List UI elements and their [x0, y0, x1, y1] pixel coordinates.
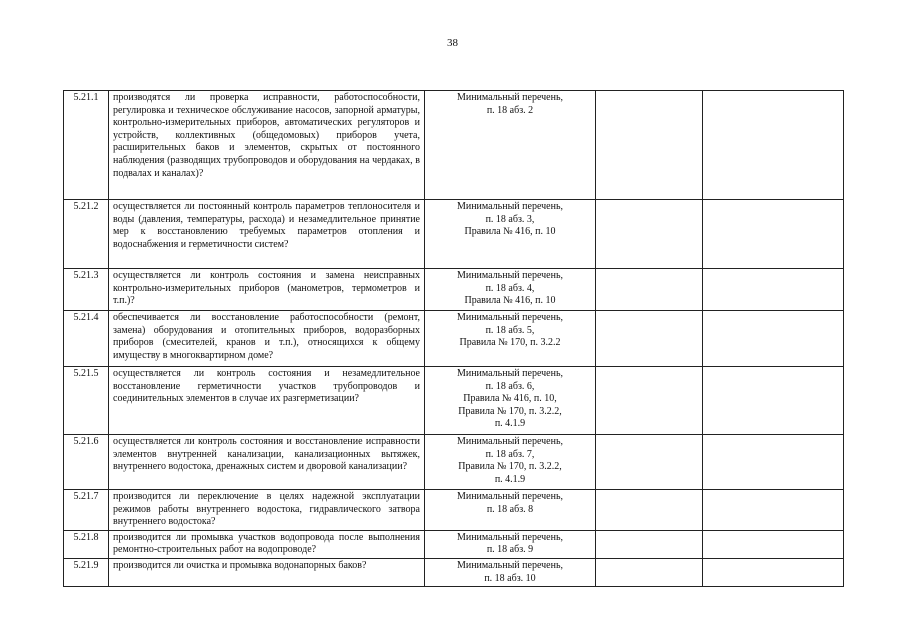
- reference-line: п. 4.1.9: [494, 418, 526, 430]
- item-number: 5.21.9: [64, 558, 109, 586]
- reference-line: Минимальный перечень,: [456, 92, 564, 103]
- reference-line: Правила № 416, п. 10: [464, 226, 556, 238]
- reference-line: п. 18 абз. 10: [484, 572, 536, 584]
- note-cell[interactable]: [703, 558, 844, 586]
- item-reference: [425, 311, 596, 367]
- item-reference: [425, 200, 596, 269]
- answer-cell[interactable]: [596, 91, 703, 200]
- note-cell[interactable]: [703, 367, 844, 435]
- reference-line: п. 18 абз. 7,: [485, 448, 535, 460]
- note-cell[interactable]: [703, 91, 844, 200]
- answer-cell[interactable]: [596, 490, 703, 531]
- answer-cell[interactable]: [596, 530, 703, 558]
- reference-line: Минимальный перечень,: [456, 436, 564, 447]
- reference-line: п. 4.1.9: [494, 473, 526, 485]
- item-question: осуществляется ли контроль состояния и незамедлительное восстановление герметичности участков трубопроводов и соединительных элементов в случае их разгерметизации?: [109, 367, 425, 435]
- table-row: [64, 311, 844, 367]
- reference-line: п. 18 абз. 3,: [485, 213, 535, 225]
- reference-line: Правила № 170, п. 3.2.2,: [458, 461, 562, 473]
- item-question: производится ли очистка и промывка водонапорных баков?: [109, 558, 425, 586]
- note-cell[interactable]: [703, 530, 844, 558]
- item-number: 5.21.7: [64, 490, 109, 531]
- item-reference: [425, 91, 596, 200]
- reference-line: Минимальный перечень,: [456, 531, 564, 543]
- table-row: [64, 269, 844, 311]
- reference-line: п. 18 абз. 6,: [485, 380, 535, 392]
- answer-cell[interactable]: [596, 200, 703, 269]
- reference-line: п. 18 абз. 2: [486, 104, 534, 116]
- reference-line: Минимальный перечень,: [456, 491, 564, 502]
- answer-cell[interactable]: [596, 435, 703, 490]
- item-question: осуществляется ли контроль состояния и замена неисправных контрольно-измерительных приборов (манометров, термометров и т.п.)?: [109, 269, 425, 311]
- reference-line: п. 18 абз. 9: [486, 544, 534, 556]
- reference-line: п. 18 абз. 4,: [485, 282, 535, 294]
- page-number: 38: [447, 37, 458, 49]
- item-reference: [425, 530, 596, 558]
- answer-cell[interactable]: [596, 558, 703, 586]
- table-row: [64, 91, 844, 200]
- table-row: [64, 558, 844, 586]
- item-number: 5.21.8: [64, 530, 109, 558]
- reference-line: Правила № 170, п. 3.2.2: [459, 337, 561, 349]
- item-reference: [425, 435, 596, 490]
- item-question: обеспечивается ли восстановление работоспособности (ремонт, замена) оборудования и отопительных приборов, водоразборных приборов (смесителей, кранов и т.п.), относящихся к общему имуществу в многоквартирном доме?: [109, 311, 425, 367]
- reference-line: п. 18 абз. 8: [486, 503, 534, 515]
- item-question: производятся ли проверка исправности, работоспособности, регулировка и техническое обслуживание насосов, запорной арматуры, контрольно-измерительных приборов, автоматических регуляторов и устройств, коллективных (общедомовых) приборов учета, расширительных баков и элементов, скрытых от постоянного наблюдения (разводящих трубопроводов и оборудования на чердаках, в подвалах и каналах)?: [109, 91, 425, 200]
- note-cell[interactable]: [703, 269, 844, 311]
- answer-cell[interactable]: [596, 269, 703, 311]
- item-number: 5.21.6: [64, 435, 109, 490]
- table-row: [64, 530, 844, 558]
- reference-line: Минимальный перечень,: [456, 270, 564, 281]
- item-reference: [425, 269, 596, 311]
- reference-line: Правила № 416, п. 10,: [463, 393, 557, 405]
- answer-cell[interactable]: [596, 367, 703, 435]
- item-reference: [425, 558, 596, 586]
- note-cell[interactable]: [703, 435, 844, 490]
- item-reference: [425, 490, 596, 531]
- item-reference: [425, 367, 596, 435]
- item-question: осуществляется ли постоянный контроль параметров теплоносителя и воды (давления, температуры, расхода) и незамедлительное принятие мер к восстановлению требуемых параметров отопления и водоснабжения и герметичности систем?: [109, 200, 425, 269]
- item-number: 5.21.4: [64, 311, 109, 367]
- reference-line: Правила № 170, п. 3.2.2,: [458, 405, 562, 417]
- item-question: осуществляется ли контроль состояния и восстановление исправности элементов внутренней канализации, канализационных вытяжек, внутреннего водостока, дренажных систем и дворовой канализации?: [109, 435, 425, 490]
- checklist-table: [63, 90, 844, 587]
- table-row: [64, 435, 844, 490]
- table-row: [64, 490, 844, 531]
- reference-line: Правила № 416, п. 10: [464, 295, 556, 307]
- note-cell[interactable]: [703, 311, 844, 367]
- item-question: производится ли промывка участков водопровода после выполнения ремонтно-строительных работ на водопроводе?: [109, 530, 425, 558]
- table-row: [64, 200, 844, 269]
- reference-line: Минимальный перечень,: [456, 368, 564, 379]
- item-question: производится ли переключение в целях надежной эксплуатации режимов работы внутреннего водостока, гидравлического затвора внутреннего водостока?: [109, 490, 425, 531]
- note-cell[interactable]: [703, 490, 844, 531]
- reference-line: Минимальный перечень,: [456, 201, 564, 212]
- item-number: 5.21.3: [64, 269, 109, 311]
- item-number: 5.21.5: [64, 367, 109, 435]
- reference-line: Минимальный перечень,: [456, 312, 564, 323]
- item-number: 5.21.2: [64, 200, 109, 269]
- answer-cell[interactable]: [596, 311, 703, 367]
- reference-line: п. 18 абз. 5,: [485, 324, 535, 336]
- note-cell[interactable]: [703, 200, 844, 269]
- table-row: [64, 367, 844, 435]
- item-number: 5.21.1: [64, 91, 109, 200]
- reference-line: Минимальный перечень,: [456, 559, 564, 571]
